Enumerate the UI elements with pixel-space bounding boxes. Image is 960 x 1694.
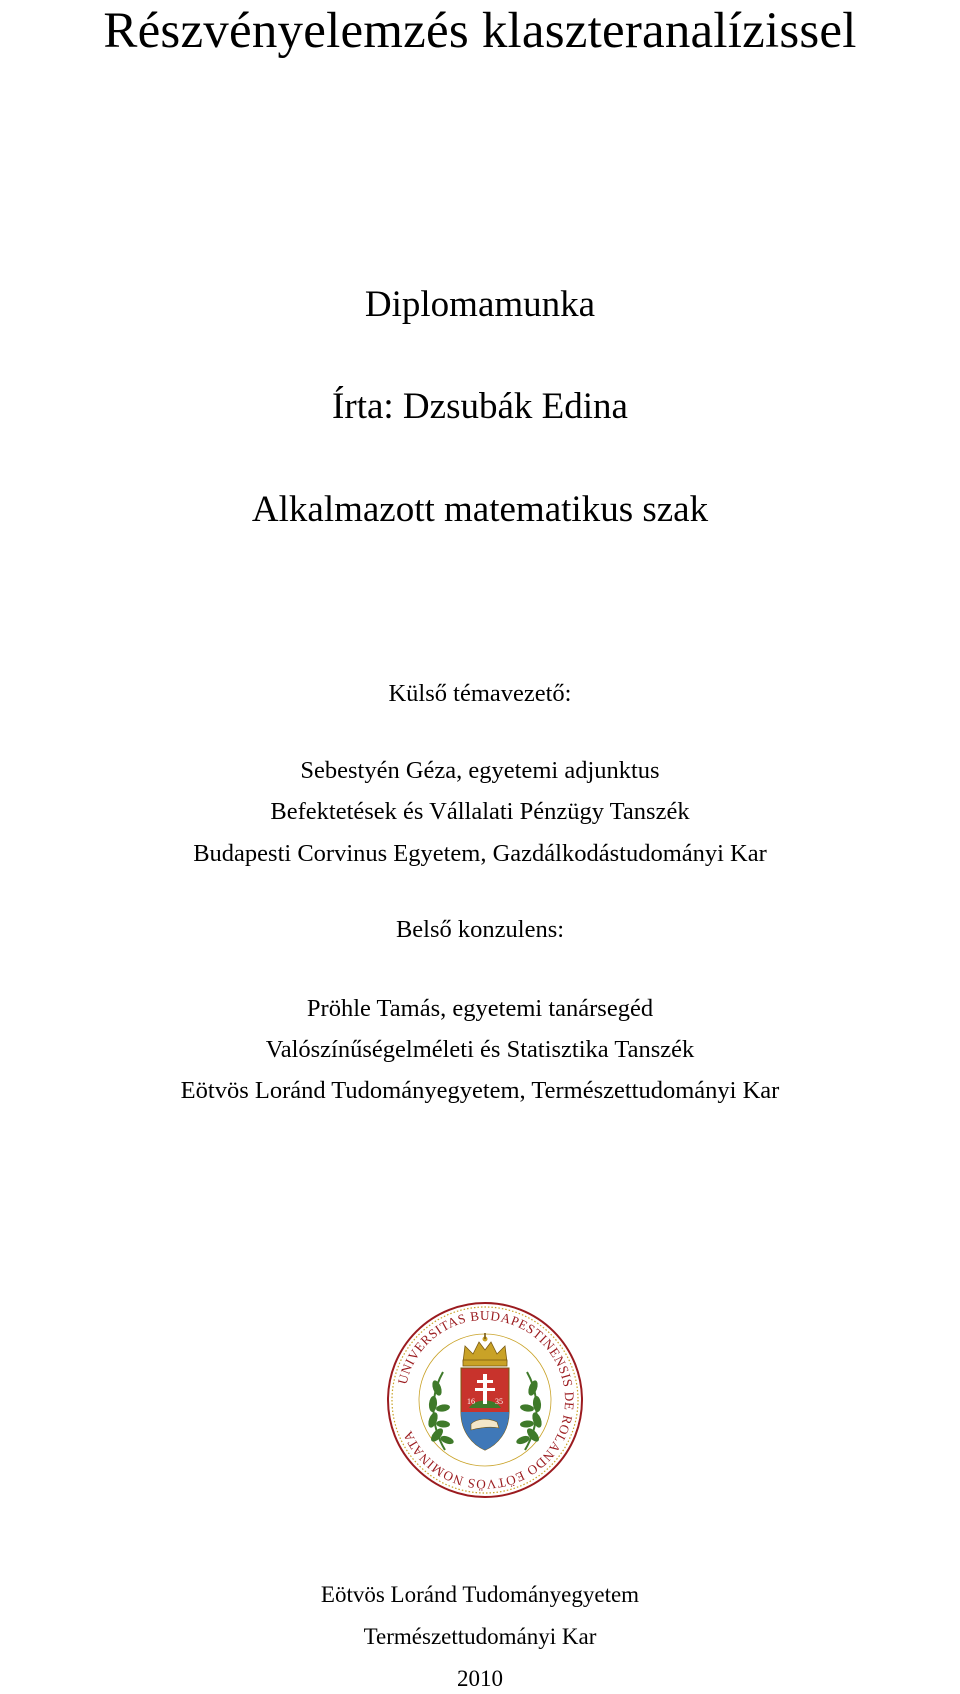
external-supervisor-name: Sebestyén Géza, egyetemi adjunktus: [300, 757, 660, 784]
page-title: Részvényelemzés klaszteranalízissel: [103, 3, 857, 59]
author-line: Írta: Dzsubák Edina: [332, 386, 628, 427]
external-supervisor-heading: Külső témavezető:: [388, 680, 572, 707]
footer-year: 2010: [457, 1666, 503, 1691]
seal-ring-text: UNIVERSITAS BUDAPESTINENSIS DE ROLANDO EÖTVÖS NOMINATA: [394, 1307, 578, 1493]
program-line: Alkalmazott matematikus szak: [251, 489, 709, 530]
internal-consultant-heading: Belső konzulens:: [395, 916, 565, 943]
footer-university: Eötvös Loránd Tudományegyetem: [320, 1582, 640, 1607]
internal-consultant-name: Pröhle Tamás, egyetemi tanársegéd: [306, 995, 654, 1022]
external-supervisor-institution: Budapesti Corvinus Egyetem, Gazdálkodástudományi Kar: [193, 840, 767, 867]
internal-consultant-institution: Eötvös Loránd Tudományegyetem, Természettudományi Kar: [180, 1077, 780, 1104]
footer-faculty: Természettudományi Kar: [363, 1624, 597, 1649]
document-type: Diplomamunka: [364, 284, 596, 325]
external-supervisor-department: Befektetések és Vállalati Pénzügy Tanszék: [270, 798, 690, 825]
seal-year-left: 16: [467, 1397, 475, 1406]
seal-year-right: 35: [495, 1397, 503, 1406]
internal-consultant-department: Valószínűségelméleti és Statisztika Tanszék: [265, 1036, 695, 1063]
university-seal-icon: [385, 1300, 585, 1500]
